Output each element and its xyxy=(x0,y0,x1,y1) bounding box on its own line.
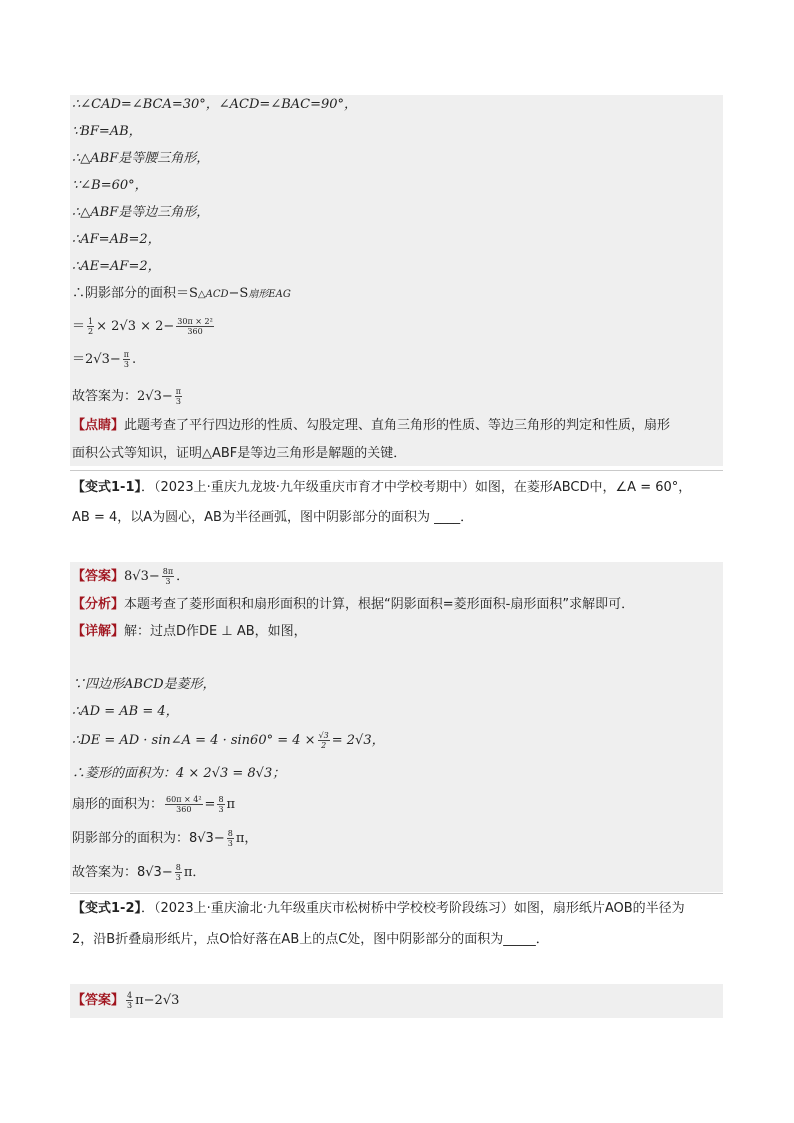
line-1: ∴∠CAD=∠BCA=30°，∠ACD=∠BAC=90°， xyxy=(72,97,358,112)
answer-text-2: 8√3− xyxy=(124,569,160,584)
rhombus-line-3 xyxy=(72,726,385,756)
fenxi-line xyxy=(72,595,634,615)
fraction-pi3: $\frac{\pi}{3}$ xyxy=(123,350,129,369)
line-7: ∴AE=AF=2， xyxy=(72,259,161,274)
variant-1-1-line-1 xyxy=(72,478,691,498)
xiangjie-label: 【详解】 xyxy=(72,624,125,639)
divider-2 xyxy=(70,893,723,894)
xiangjie-line xyxy=(72,622,307,642)
dianjing-line-2: 面积公式等知识，证明△ABF是等边三角形是解题的关键． xyxy=(72,446,407,461)
line-6: ∴AF=AB=2， xyxy=(72,232,161,247)
line-4: ∵∠B=60°， xyxy=(72,178,148,193)
line-3: ∴△ABF是等腰三角形， xyxy=(72,151,210,166)
calc1-mid: × 2√3 × 2− xyxy=(96,319,175,334)
answer-end-3: π−2√3 xyxy=(135,993,180,1008)
shade-sub: △ACD xyxy=(197,289,229,300)
fraction-8-3: $\frac{8}{3}$ xyxy=(218,795,224,814)
shade-line-2 xyxy=(72,824,257,854)
answer-label-2: 【答案】 xyxy=(72,569,125,584)
variant-1-1-label: 【变式1-1】 xyxy=(72,480,141,495)
fraction-half: $\frac{1}{2}$ xyxy=(88,317,94,336)
answer-label-1: 故答案为：2 xyxy=(72,389,146,404)
calc2-start: ＝2 xyxy=(72,352,94,367)
shade-label-2: 阴影部分的面积为：8√3− xyxy=(72,831,225,846)
fraction-sector: $\frac{\text{30π × 2²}}{360}$ xyxy=(177,317,213,336)
calc2-rest: √3− xyxy=(93,352,121,367)
de-end: = 2√3， xyxy=(331,733,385,748)
sector-eq: = xyxy=(204,797,216,812)
rhombus-line-2: ∴AD = AB = 4， xyxy=(72,704,179,719)
divider-1 xyxy=(70,470,723,471)
fenxi-label: 【分析】 xyxy=(72,597,125,612)
shade-end-2: π， xyxy=(235,831,258,846)
sector-line xyxy=(72,790,235,820)
answer-rest-1: √3− xyxy=(145,389,173,404)
shade-sub2: 扇形EAG xyxy=(248,289,291,300)
variant-1-2-line-2: 2，沿B折叠扇形纸片，点O恰好落在AB上的点C处，图中阴影部分的面积为_____． xyxy=(72,932,549,947)
de-start: ∴DE = AD · sin∠A = 4 · sin60° = 4 × xyxy=(72,733,316,748)
variant-1-2-text-1: ．（2023上·重庆渝北·九年级重庆市松树桥中学校校考阶段练习）如图，扇形纸片AOB的半径为 xyxy=(141,901,685,916)
final-end-2: π． xyxy=(183,865,206,880)
rhombus-line-4: ∴菱形的面积为：4 × 2√3 = 8√3； xyxy=(72,766,286,781)
dianjing-line-1 xyxy=(72,416,670,436)
variant-1-1-text-1: ．（2023上·重庆九龙坡·九年级重庆市育才中学校考期中）如图，在菱形ABCD中，∠A = 60°， xyxy=(141,480,692,495)
shade-area-label: ∴阴影部分的面积＝S xyxy=(72,286,198,301)
fraction-answer-2: $\frac{8\pi}{3}$ xyxy=(162,567,174,586)
dianjing-label: 【点睛】 xyxy=(72,418,125,433)
fraction-shade-2: $\frac{8}{3}$ xyxy=(227,829,233,848)
variant-1-1-line-2: AB = 4，以A为圆心，AB为半径画弧，图中阴影部分的面积为 ____． xyxy=(72,510,474,525)
fenxi-text: 本题考查了菱形面积和扇形面积的计算，根据“阴影面积=菱形面积-扇形面积”求解即可． xyxy=(124,597,635,612)
answer-line-1 xyxy=(72,383,184,411)
final-answer-label-2: 故答案为：8√3− xyxy=(72,865,173,880)
calc-line-1 xyxy=(72,312,216,342)
answer-line-2: 【答案】8√3− $\frac{8\pi}{3}$ ． xyxy=(72,567,190,586)
sector-pi: π xyxy=(226,797,236,812)
calc2-end: . xyxy=(132,352,137,367)
variant-1-2-label: 【变式1-2】 xyxy=(72,901,141,916)
sector-label: 扇形的面积为： xyxy=(72,797,164,812)
calc-line-2 xyxy=(72,346,136,374)
fraction-answer-1: $\frac{\pi}{3}$ xyxy=(175,387,181,406)
fraction-4-3: $\frac{4}{3}$ xyxy=(127,991,133,1010)
line-5: ∴△ABF是等边三角形， xyxy=(72,205,210,220)
rhombus-line-1: ∵四边形ABCD是菱形， xyxy=(72,677,216,692)
fraction-sqrt3-2: $\frac{√3}{2}$ xyxy=(318,731,329,750)
final-answer-line-2 xyxy=(72,858,205,888)
shade-area-line: ∴阴影部分的面积＝S△ACD−S扇形EAG xyxy=(72,286,291,301)
answer-line-3 xyxy=(72,986,179,1016)
xiangjie-text: 解：过点D作DE ⊥ AB，如图， xyxy=(124,624,307,639)
variant-1-2-line-1 xyxy=(72,899,685,919)
fraction-final-2: $\frac{8}{3}$ xyxy=(175,863,181,882)
eq-sign: ＝ xyxy=(72,319,86,334)
dianjing-text-1: 此题考查了平行四边形的性质、勾股定理、直角三角形的性质、等边三角形的判定和性质，扇形 xyxy=(124,418,671,433)
answer-label-3: 【答案】 xyxy=(72,993,125,1008)
fraction-sector-area: $\frac{\text{60π × 4²}}{360}$ xyxy=(166,795,202,814)
line-2: ∵BF=AB， xyxy=(72,124,142,139)
